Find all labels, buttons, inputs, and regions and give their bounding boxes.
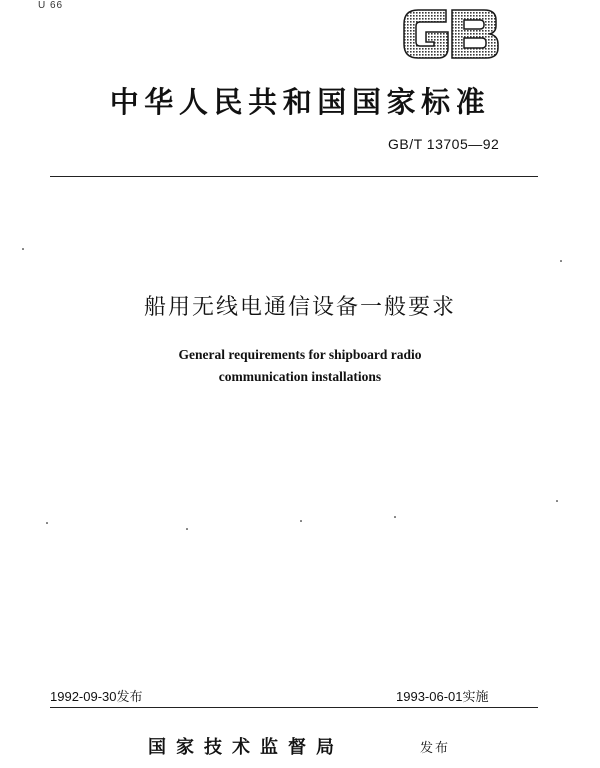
gb-logo-icon	[398, 0, 502, 64]
scan-speck	[46, 522, 48, 524]
english-title-line-1: General requirements for shipboard radio	[178, 347, 422, 362]
scan-speck	[556, 500, 558, 502]
header-divider	[50, 176, 538, 177]
scan-speck	[300, 520, 302, 522]
chinese-title: 船用无线电通信设备一般要求	[143, 295, 456, 320]
scan-speck	[560, 260, 562, 262]
issue-date: 1992-09-30发布	[50, 689, 143, 704]
corner-code: U 66	[38, 0, 64, 11]
scan-speck	[394, 516, 396, 518]
footer-divider	[50, 707, 538, 708]
scan-speck	[186, 528, 188, 530]
standard-number: GB/T 13705—92	[388, 136, 500, 152]
scan-speck	[22, 248, 24, 250]
english-title-line-2: communication installations	[218, 369, 382, 384]
english-title	[0, 344, 600, 388]
standard-title: 中华人民共和国国家标准	[109, 85, 491, 119]
implementation-date: 1993-06-01实施	[396, 689, 489, 704]
issuer: 国家技术监督局	[148, 737, 344, 758]
publish-label: 发布	[420, 741, 451, 756]
